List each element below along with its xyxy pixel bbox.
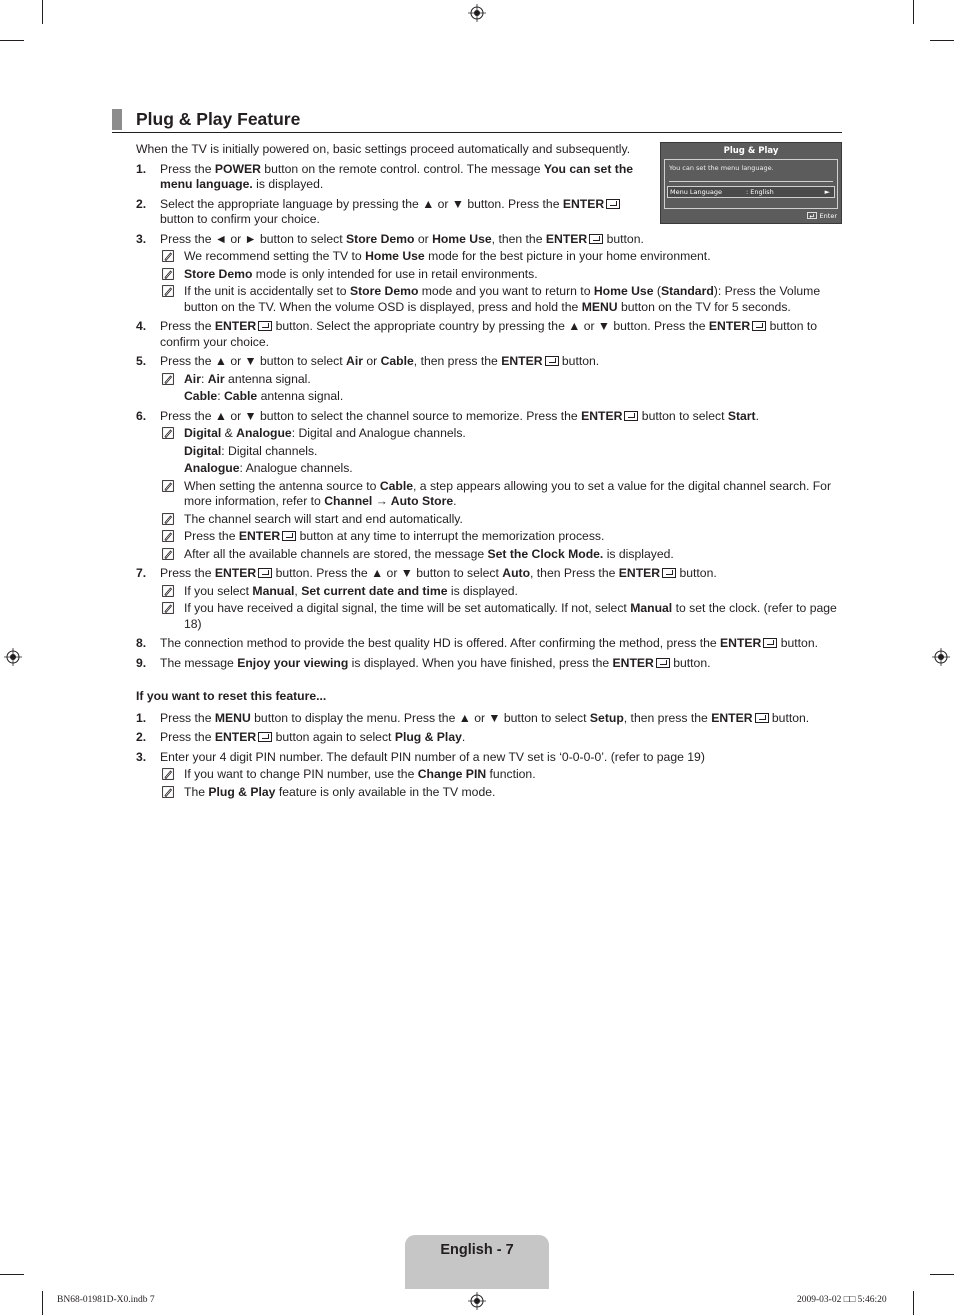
step-3 (136, 232, 842, 316)
step-number: 1. (136, 710, 147, 725)
step-number: 3. (136, 231, 147, 246)
step-text: The message (160, 655, 238, 670)
note (160, 529, 842, 545)
note-icon (162, 548, 174, 560)
note-icon (162, 480, 174, 492)
intro-text: When the TV is initially powered on, basic settings proceed automatically and subsequently. (136, 142, 631, 156)
note-keyword: MENU (581, 299, 618, 314)
note (160, 767, 842, 783)
enter-icon (282, 531, 296, 541)
step-text: button. (669, 655, 711, 670)
osd-message: You can set the menu language. (669, 164, 774, 172)
step-text: button. (768, 710, 810, 725)
step-keyword: ENTER (214, 730, 257, 744)
step-text: button. (777, 636, 819, 650)
note-keyword: Manual (252, 583, 295, 598)
reset-heading: If you want to reset this feature... (136, 689, 327, 703)
note-keyword: Digital (184, 426, 222, 440)
note-text: If you want to change PIN number, use the (184, 767, 418, 781)
note-text: The channel search will start and end automatically. (184, 511, 463, 526)
step-text: is displayed. When you have finished, press the (348, 655, 613, 670)
osd-title: Plug & Play (723, 146, 779, 156)
title-accent-bar (112, 109, 122, 130)
step-keyword: Setup (589, 710, 624, 725)
osd-footer-label: Enter (819, 212, 837, 220)
note (160, 426, 842, 442)
step-text: Press the (160, 710, 215, 725)
registration-mark-icon (468, 4, 486, 22)
step-7 (136, 566, 842, 632)
step-text: button. (558, 354, 600, 368)
step-number: 7. (136, 566, 147, 580)
registration-mark-icon (4, 648, 22, 666)
enter-icon (755, 713, 769, 723)
note-keyword: Manual (630, 601, 673, 615)
note-icon (162, 602, 174, 614)
step-number: 5. (136, 354, 147, 368)
note-keyword: Store Demo (184, 266, 253, 281)
enter-icon (752, 321, 766, 331)
note-keyword: Home Use (593, 284, 654, 298)
step-keyword: You can set the menu language. (160, 161, 634, 191)
registration-mark-icon (932, 648, 950, 666)
note-text: If the unit is accidentally set to (184, 284, 350, 298)
step-keyword: ENTER (711, 710, 753, 725)
step-text: button. Select the appropriate country by pressing the ▲ or ▼ button. Press the (272, 319, 709, 333)
note (160, 584, 842, 600)
step-text: The connection method to provide the best quality HD is offered. After confirming the method, press the (160, 636, 721, 650)
step-text: Press the (160, 730, 215, 744)
step-5 (136, 354, 842, 405)
step-text: , then the (491, 231, 546, 246)
crop-mark (930, 40, 954, 41)
step-text: button again to select (272, 730, 395, 744)
note-text: When setting the antenna source to (184, 478, 380, 493)
note-icon (162, 786, 174, 798)
step-keyword: ENTER (214, 319, 257, 333)
note-icon (162, 768, 174, 780)
note-text: ( (653, 284, 661, 298)
osd-row-value: : English (746, 188, 774, 196)
note-text: to set the clock. (refer to page 18) (184, 601, 837, 631)
enter-icon (258, 321, 272, 331)
note-text: & (221, 426, 237, 440)
step-text: Select the appropriate language by pressing the ▲ or ▼ button. Press the (160, 196, 563, 211)
step-number: 2. (136, 196, 147, 211)
note-text: antenna signal. (224, 371, 311, 386)
note-text: feature is only available in the TV mode. (275, 784, 496, 799)
note (160, 249, 842, 265)
step-number: 6. (136, 408, 147, 423)
crop-mark (913, 0, 914, 24)
note (160, 267, 842, 283)
note-text: After all the available channels are stored, the message (184, 546, 488, 561)
note-keyword: Plug & Play (208, 784, 276, 799)
step-text: Press the (160, 319, 215, 333)
enter-icon (606, 199, 620, 209)
step-text: , then press the (413, 354, 502, 368)
enter-icon (545, 356, 559, 366)
step-text: button to display the menu. Press the ▲ or ▼ button to select (250, 710, 590, 725)
step-keyword: Air (346, 354, 363, 368)
step-keyword: ENTER (708, 319, 751, 333)
step-text: button on the remote control. control. The message (260, 161, 544, 176)
step-keyword: Start (727, 408, 756, 423)
reset-step-3 (136, 750, 842, 801)
note-keyword: Standard (660, 284, 714, 298)
note (160, 512, 842, 528)
note-text: We recommend setting the TV to (184, 249, 366, 263)
note-text: ): Press the Volume button on the TV. When the volume OSD is displayed, press and hold the (184, 284, 821, 314)
step-text: or (362, 354, 381, 368)
note-keyword: Store Demo (349, 284, 419, 298)
note-icon (162, 268, 174, 280)
step-keyword: Plug & Play (394, 730, 462, 744)
step-keyword: Auto (502, 566, 531, 580)
crop-mark (0, 1274, 24, 1275)
enter-icon (258, 568, 272, 578)
step-text: button. (603, 231, 644, 246)
step-number: 9. (136, 655, 147, 670)
crop-mark (42, 0, 43, 24)
note-subline (160, 389, 842, 405)
note-icon (162, 513, 174, 525)
reset-step-1 (136, 711, 842, 727)
step-keyword: ENTER (214, 566, 257, 580)
crop-mark (913, 1291, 914, 1315)
crop-mark (0, 40, 24, 41)
step-number: 8. (136, 636, 147, 650)
step-text: Press the ▲ or ▼ button to select the channel source to memorize. Press the (160, 408, 582, 423)
enter-icon (662, 568, 676, 578)
page-title: Plug & Play Feature (136, 109, 301, 129)
note-keyword: Set current date and time (301, 583, 448, 598)
step-text: button to select (638, 408, 728, 423)
step-text: button to confirm your choice. (160, 212, 320, 226)
reset-step-2 (136, 730, 842, 746)
note (160, 284, 842, 315)
note-text: . (453, 494, 457, 508)
step-text: . (461, 730, 466, 744)
step-keyword: Cable (380, 354, 414, 368)
note-text: : (217, 389, 224, 403)
step-text: button. (676, 566, 717, 580)
note-icon (162, 373, 174, 385)
note-icon (162, 285, 174, 297)
note-icon (162, 250, 174, 262)
page-number-tab (405, 1235, 549, 1289)
step-keyword: ENTER (501, 354, 543, 368)
step-keyword: ENTER (618, 566, 661, 580)
step-text: Enter your 4 digit PIN number. The default PIN number of a new TV set is ‘0-0-0-0’. (refer to page 19) (160, 749, 705, 764)
note-text: : Digital channels. (221, 443, 318, 458)
note-text: button on the TV for 5 seconds. (617, 299, 791, 314)
note-text: Press the (184, 529, 239, 543)
note-text: mode is only intended for use in retail environments. (252, 266, 538, 281)
note (160, 785, 842, 801)
note-text: If you select (184, 583, 253, 598)
step-keyword: ENTER (581, 408, 623, 423)
enter-icon (624, 411, 638, 421)
note-keyword: Cable (184, 389, 218, 403)
step-text: Press the (160, 566, 215, 580)
note-icon (162, 530, 174, 542)
note-text: antenna signal. (257, 389, 344, 403)
step-text: , then press the (623, 710, 712, 725)
step-text: Press the (160, 161, 215, 176)
note-keyword: Cable (223, 389, 258, 403)
step-number: 1. (136, 161, 147, 176)
note-subline (160, 461, 842, 477)
step-keyword: Enjoy your viewing (237, 655, 349, 670)
note-text: , a step appears allowing you to set a value for the digital channel search. For more information, refer to (184, 478, 832, 508)
note-text: : (200, 371, 208, 386)
step-text: button. Press the ▲ or ▼ button to select (272, 566, 503, 580)
step-keyword: ENTER (562, 196, 605, 211)
step-6 (136, 409, 842, 563)
step-number: 4. (136, 319, 147, 333)
note-keyword: Air (184, 371, 201, 386)
enter-icon (763, 638, 777, 648)
step-8 (136, 636, 842, 652)
note-icon (162, 585, 174, 597)
step-text: Press the ▲ or ▼ button to select (160, 354, 347, 368)
note-keyword: Digital (184, 443, 222, 458)
note-keyword: Analogue (236, 426, 292, 440)
note-text: : Digital and Analogue channels. (291, 426, 466, 440)
note (160, 547, 842, 563)
step-keyword: ENTER (720, 636, 762, 650)
note-text: button at any time to interrupt the memorization process. (296, 529, 605, 543)
note (160, 601, 842, 632)
step-keyword: Home Use (432, 231, 492, 246)
note-text: is displayed. (447, 583, 518, 598)
note-icon (162, 427, 174, 439)
enter-icon (656, 658, 670, 668)
step-text: is displayed. (252, 177, 324, 191)
step-number: 2. (136, 730, 147, 744)
crop-mark (42, 1291, 43, 1315)
osd-row-label: Menu Language (670, 188, 722, 196)
section-header (112, 108, 842, 133)
note-keyword: Analogue (184, 461, 240, 475)
step-text: button to confirm your choice. (160, 319, 818, 349)
registration-mark-icon (468, 1292, 486, 1310)
step-keyword: ENTER (612, 655, 654, 670)
step-keyword: POWER (214, 161, 261, 176)
step-text: , then Press the (530, 566, 619, 580)
print-slug-right: 2009-03-02 □□ 5:46:20 (797, 1295, 887, 1305)
step-4 (136, 319, 842, 350)
note-text: If you have received a digital signal, the time will be set automatically. If not, select (184, 601, 631, 615)
step-keyword: Store Demo (346, 231, 415, 246)
enter-icon (258, 732, 272, 742)
step-9 (136, 656, 842, 672)
crop-mark (930, 1274, 954, 1275)
main-content (136, 142, 842, 804)
note-keyword: ENTER (238, 529, 281, 543)
note-text: function. (486, 767, 536, 781)
note-keyword: Cable (379, 478, 414, 493)
note-keyword: Air (207, 371, 225, 386)
step-1 (136, 162, 638, 193)
note-keyword: Home Use (365, 249, 425, 263)
note-text: The (184, 784, 209, 799)
step-keyword: ENTER (545, 231, 588, 246)
arrow-right-icon: ► (824, 188, 830, 196)
step-keyword: MENU (214, 710, 251, 725)
note-keyword: Change PIN (417, 767, 487, 781)
page-number: English - 7 (440, 1242, 514, 1258)
note-keyword: Channel → Auto Store (324, 494, 454, 508)
note-text: mode for the best picture in your home environment. (424, 249, 711, 263)
step-2 (136, 197, 638, 228)
note-text: is displayed. (603, 546, 674, 561)
note-keyword: Set the Clock Mode. (487, 546, 604, 561)
note (160, 479, 842, 510)
enter-icon (589, 234, 603, 244)
step-text: . (755, 408, 760, 423)
note-subline (160, 444, 842, 460)
note-text: : Analogue channels. (239, 461, 353, 475)
note-text: , (294, 583, 302, 598)
step-text: Press the ◄ or ► button to select (160, 231, 347, 246)
step-text: or (414, 231, 433, 246)
step-number: 3. (136, 749, 147, 764)
note (160, 372, 842, 388)
print-slug-left: BN68-01981D-X0.indb 7 (57, 1295, 155, 1305)
note-text: mode and you want to return to (418, 284, 594, 298)
